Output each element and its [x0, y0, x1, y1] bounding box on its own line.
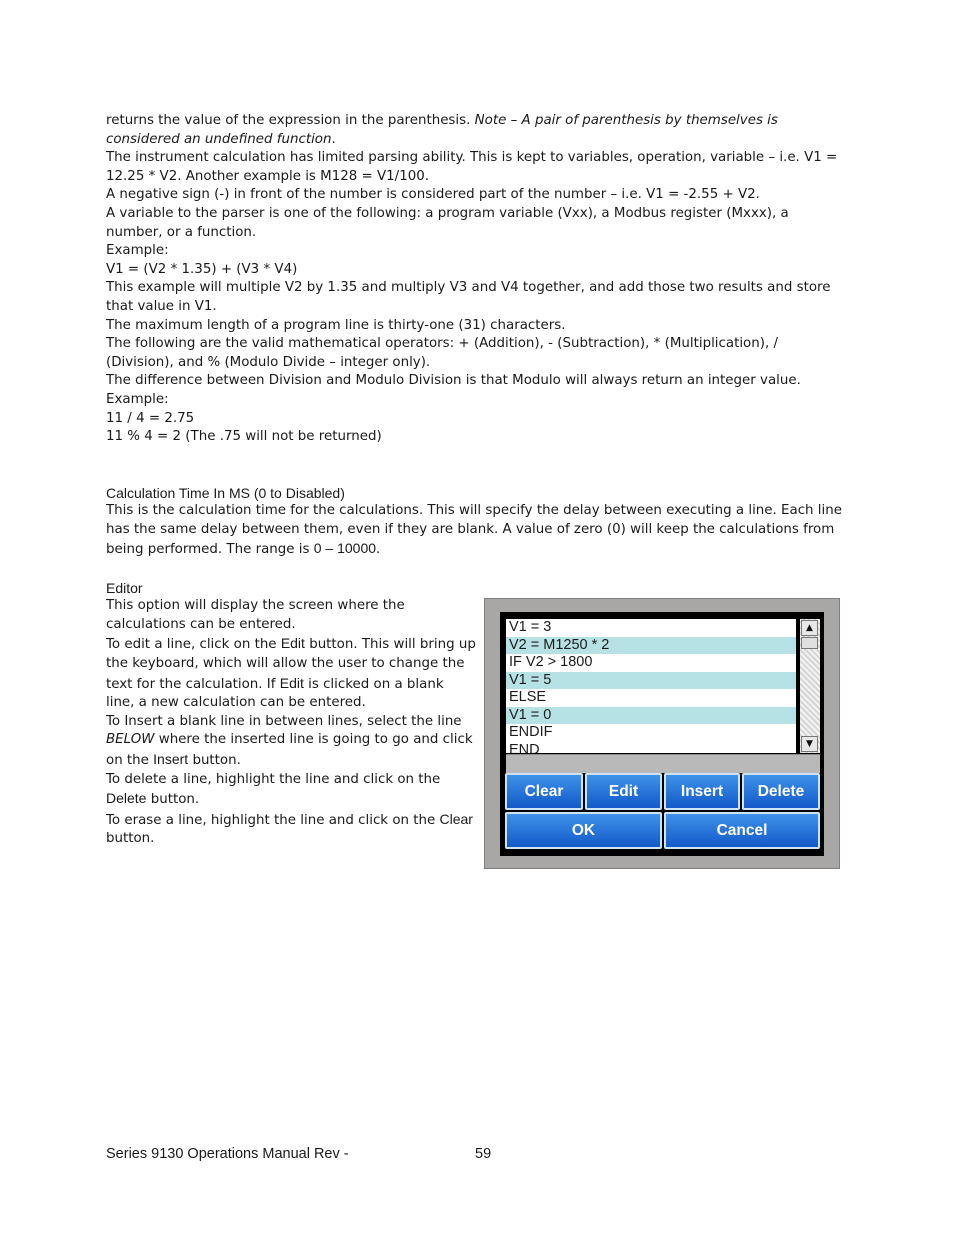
- keyword-delete: Delete: [106, 790, 147, 807]
- example-modulo: 11 % 4 = 2 (The .75 will not be returned): [106, 429, 382, 445]
- editor-section: [106, 579, 476, 849]
- paragraph-example-explanation: This example will multiple V2 by 1.35 and multiply V3 and V4 together, and add those two results and store that value in V1.: [106, 280, 831, 314]
- spacer: [106, 447, 846, 484]
- example-label: Example:: [106, 391, 169, 407]
- ok-button[interactable]: OK: [505, 812, 662, 849]
- footer-title: Series 9130 Operations Manual Rev -: [106, 1146, 349, 1162]
- list-item[interactable]: ELSE: [509, 689, 547, 705]
- paragraph-parenthesis: [106, 112, 846, 149]
- text-run: To edit a line, click on the: [106, 637, 281, 653]
- editor-clear-instructions: [106, 810, 476, 849]
- calculation-list[interactable]: [506, 619, 796, 753]
- scroll-up-icon[interactable]: ▲: [801, 620, 818, 636]
- text-run: To erase a line, highlight the line and click on the: [106, 812, 440, 828]
- scroll-thumb[interactable]: [801, 637, 818, 649]
- list-item[interactable]: V1 = 5: [506, 672, 796, 690]
- editor-insert-instructions: [106, 713, 476, 771]
- text-run: .: [331, 131, 336, 147]
- cancel-button[interactable]: Cancel: [664, 812, 820, 849]
- paragraph-operators: The following are the valid mathematical operators: + (Addition), - (Subtraction), * (Multiplication), / (Division), and % (Modulo Divide – integer only).: [106, 336, 778, 370]
- insert-button[interactable]: Insert: [664, 773, 740, 810]
- editor-screen: [500, 612, 824, 856]
- paragraph-modulo: The difference between Division and Modulo Division is that Modulo will always return an integer value.: [106, 373, 801, 389]
- editor-heading: Editor: [106, 579, 143, 596]
- editor-edit-instructions: [106, 634, 476, 712]
- calc-time-description: [106, 502, 846, 560]
- paragraph-variables: A variable to the parser is one of the following: a program variable (Vxx), a Modbus register (Mxxx), a number, or a function.: [106, 205, 789, 240]
- list-item[interactable]: V2 = M1250 * 2: [506, 637, 796, 655]
- paragraph-negative-sign: A negative sign (-) in front of the number is considered part of the number – i.e. V1 = -2.55 + V2.: [106, 187, 760, 203]
- scroll-down-icon[interactable]: ▼: [801, 736, 818, 752]
- keyword-edit: Edit: [279, 674, 304, 691]
- keyword-edit: Edit: [280, 635, 305, 652]
- clear-button[interactable]: Clear: [505, 773, 583, 810]
- text-run: button.: [106, 831, 155, 847]
- text-run: This is the calculation time for the calculations. This will specify the delay between executing a line. Each line has the same delay between them, even if they are blank. A value of zero (0) will keep the calculations from being performed. The range is: [106, 503, 842, 558]
- text-run: .: [376, 542, 381, 558]
- text-run: is clicked on a blank line, a new calculation can be entered.: [106, 676, 444, 711]
- text-run: button.: [188, 753, 241, 768]
- keyword-insert: Insert: [153, 751, 189, 767]
- list-scrollbar[interactable]: [800, 619, 820, 753]
- list-item[interactable]: V1 = 3: [509, 619, 552, 635]
- keyword-below: BELOW: [106, 732, 155, 748]
- page-number: 59: [475, 1146, 492, 1162]
- paragraph-parsing: The instrument calculation has limited parsing ability. This is kept to variables, operation, variable – i.e. V1 = 12.25 * V2. Another example is M128 = V1/100.: [106, 150, 838, 184]
- example-division: 11 / 4 = 2.75: [106, 410, 195, 426]
- list-item[interactable]: ENDIF: [509, 724, 553, 740]
- text-run: where the inserted line is going to go and click on the: [106, 732, 473, 768]
- text-run: To Insert a blank line in between lines, select the line: [106, 713, 462, 729]
- keyword-clear: Clear: [439, 810, 473, 827]
- list-item[interactable]: V1 = 0: [506, 707, 796, 725]
- example-label: Example:: [106, 243, 169, 259]
- editor-screenshot: [484, 598, 840, 869]
- edit-button[interactable]: Edit: [585, 773, 662, 810]
- editor-delete-instructions: [106, 771, 476, 810]
- editor-description: This option will display the screen where the calculations can be entered.: [106, 598, 405, 632]
- text-run: returns the value of the expression in the parenthesis.: [106, 113, 475, 128]
- delete-button[interactable]: Delete: [742, 773, 820, 810]
- text-run: button.: [146, 792, 200, 808]
- spacer: [106, 560, 846, 579]
- range-value: 0 – 10000: [313, 540, 377, 557]
- example-expression: V1 = (V2 * 1.35) + (V3 * V4): [106, 261, 298, 277]
- calc-time-heading: Calculation Time In MS (0 to Disabled): [106, 484, 345, 501]
- status-bar: [506, 754, 820, 773]
- text-run: To delete a line, highlight the line and click on the: [106, 771, 441, 787]
- paragraph-max-length: The maximum length of a program line is thirty-one (31) characters.: [106, 317, 566, 333]
- note-text: Note – A pair of parenthesis by themselves is considered an undefined function: [106, 113, 778, 147]
- list-item[interactable]: IF V2 > 1800: [509, 654, 593, 670]
- list-item[interactable]: END: [509, 741, 540, 753]
- text-run: button. This will bring up the keyboard, which will allow the user to change the text for the calculation. If: [106, 637, 476, 692]
